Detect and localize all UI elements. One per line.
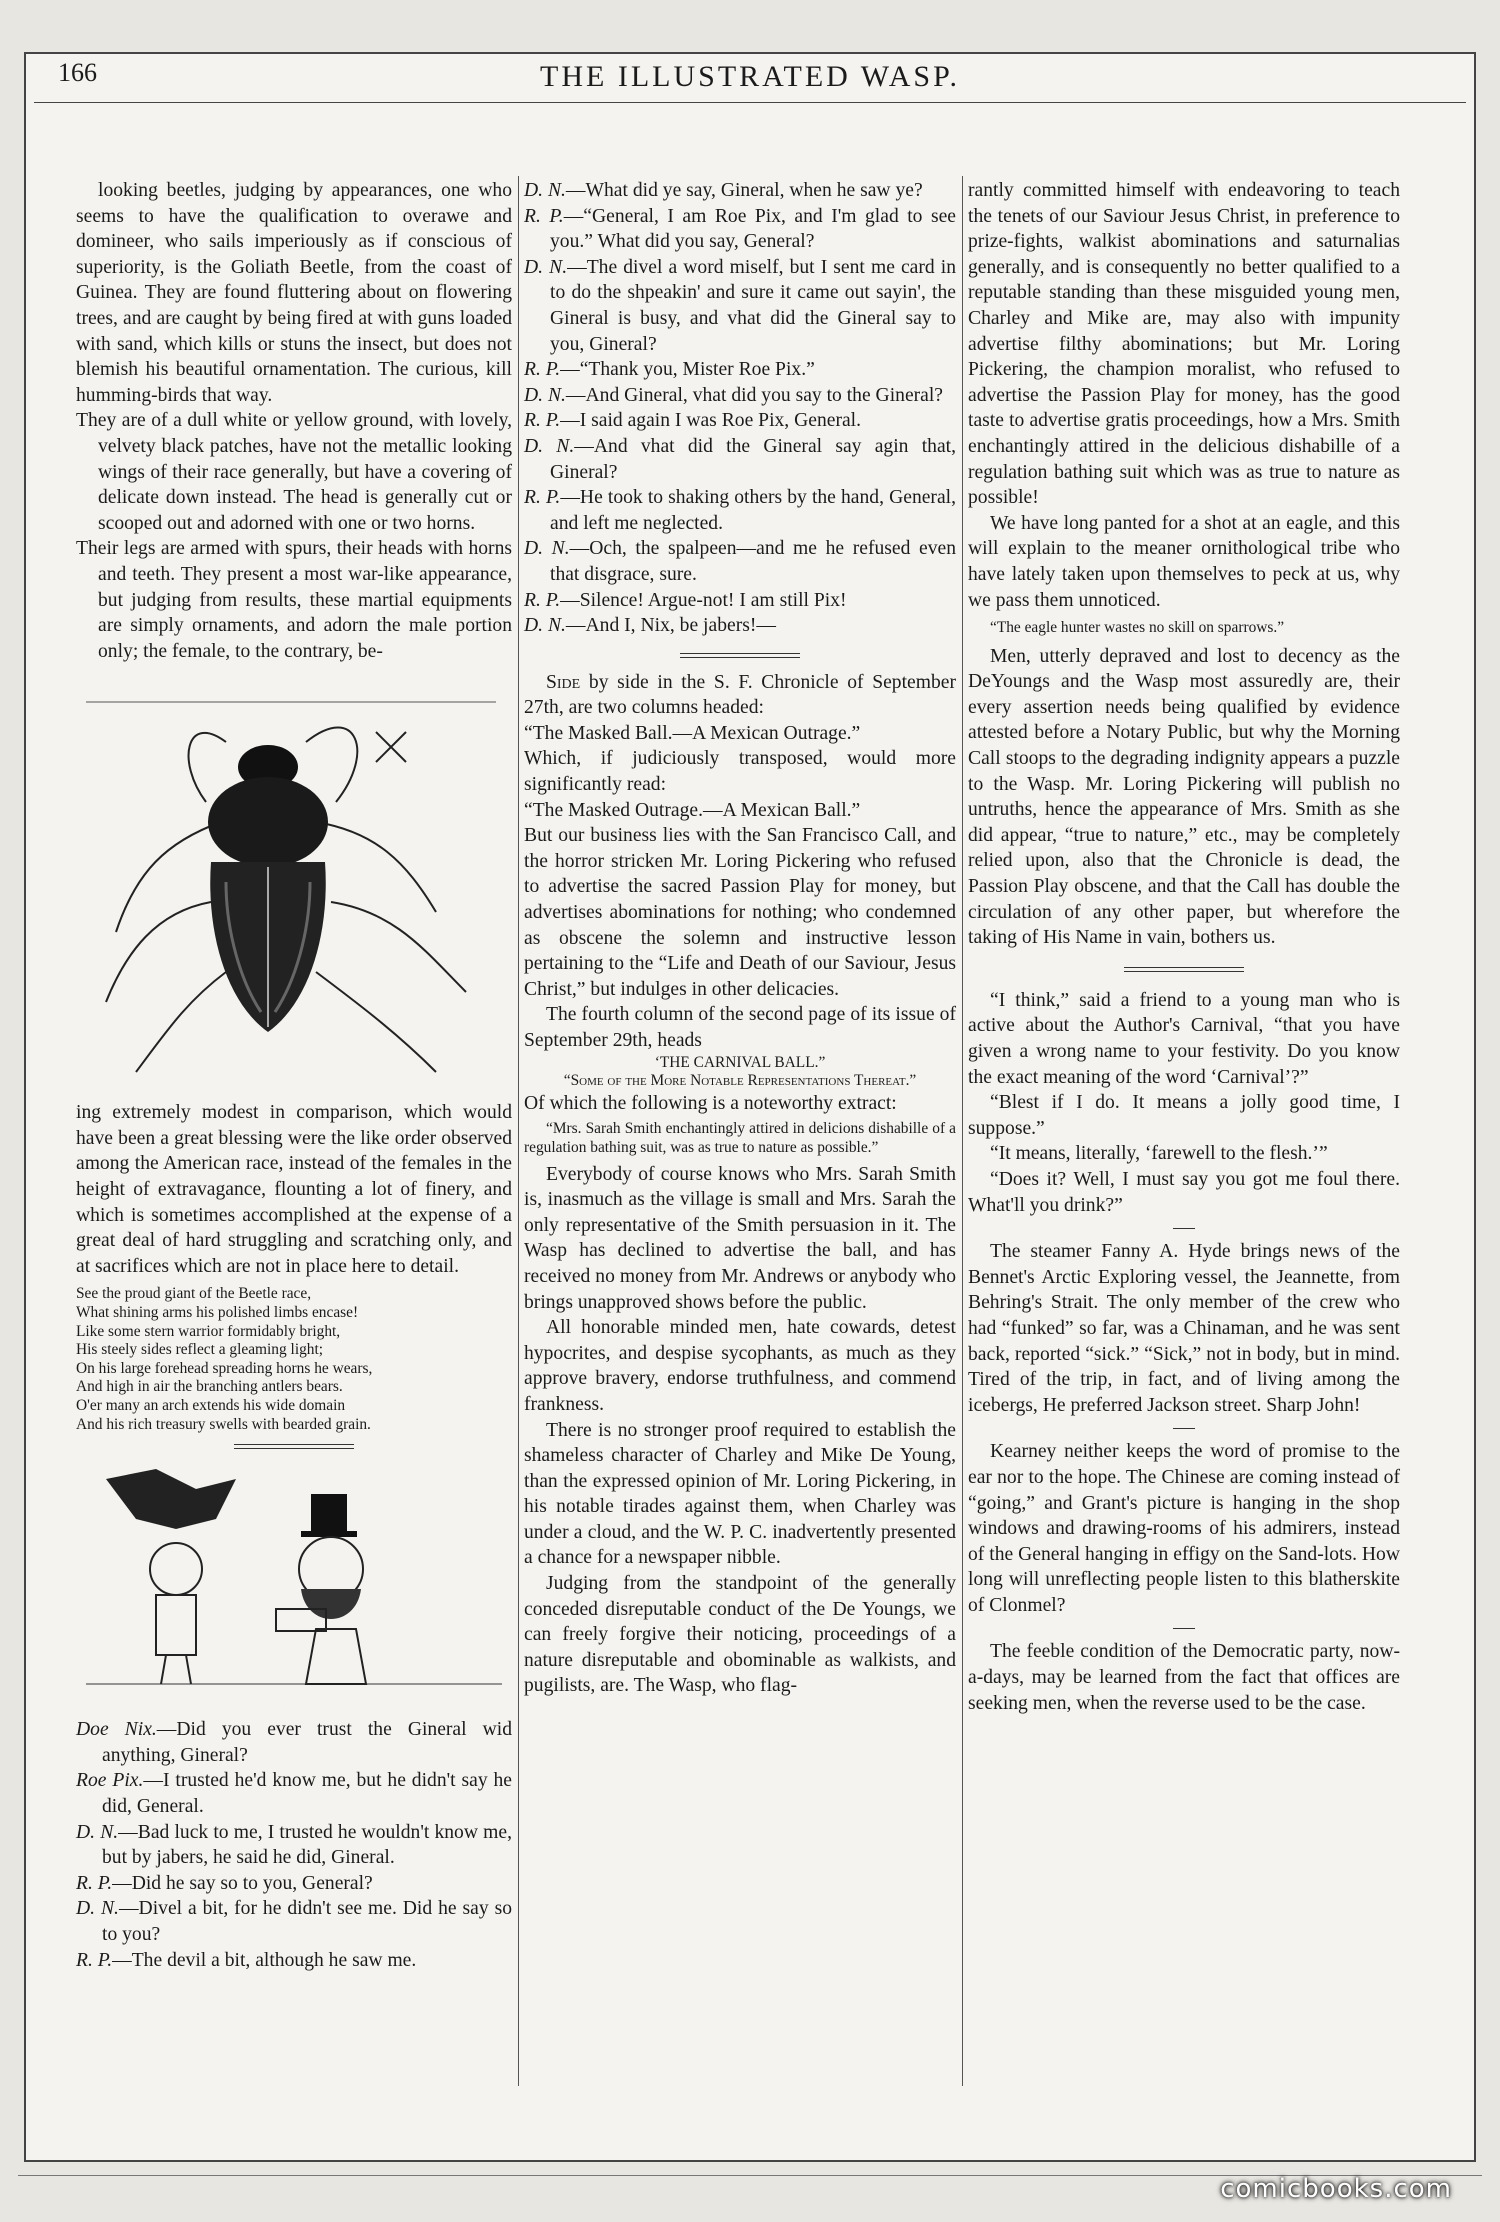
dialogue-line: D. N.—The divel a word miself, but I sent me card in to do the shpeakin' and sure it came out sayin', the Gineral is busy, and vhat did the Gineral say to you, Gineral? [524,256,957,355]
section-divider [680,653,800,658]
paragraph: ing extremely modest in comparison, which would have been a great blessing were the like order observed among the American race, instead of the females in the height of extravagance, flounting a lot of finery, and which is sometimes accomplished at the expense of a great deal of hard struggling and scratching only, and at sacrifices which are not in place here to detail. [76,1102,512,1277]
poem-line: See the proud giant of the Beetle race, [76,1285,312,1303]
paragraph: “Blest if I do. It means a jolly good time, I suppose.” [968,1092,1400,1139]
dialogue-line: D. N.—What did ye say, Gineral, when he saw ye? [524,180,923,201]
short-divider [1173,1628,1195,1629]
poem [76,1285,512,1434]
masthead-title: THE ILLUSTRATED WASP. [540,60,960,93]
short-divider [1173,1428,1195,1429]
paragraph: The fourth column of the second page of its issue of September 29th, heads [524,1004,956,1051]
paragraph: Their legs are armed with spurs, their heads with horns and teeth. They present a most war-like appearance, but judging from results, these martial equipments are simply ornaments, and adorn the male portion only; the female, to the contrary, be- [76,538,512,662]
dialogue-line: R. P.—I said again I was Roe Pix, General. [524,410,862,432]
paragraph: rantly committed himself with endeavoring to teach the tenets of our Saviour Jesus Christ, in preference to prize-fights, walkist abominations and saturnalias generally, and is consequently no better qualified to a reputable standing than these misguided young men, Charley and Mike are, may also with impunity advertise filthy abominations; but Mr. Loring Pickering, the champion moralist, who refused to advertise the Passion Play for money, has the good taste to advertise gratis proceedings, how a Mrs. Smith enchantingly attired in the delicious dishabille of a regulation bathing suit which was as true to nature as possible! [968,180,1400,509]
paragraph: There is no stronger proof required to establish the shameless character of Charley and Mike De Young, than the expressed opinion of Mr. Loring Pickering, in his notable tirades against them, when Charley was under a cloud, and the W. P. C. inadvertently presented a chance for a newspaper nibble. [524,1419,956,1569]
short-divider [1173,1228,1195,1229]
paragraph: looking beetles, judging by appearances, one who seems to have the qualification to overawe and domineer, who sails imperiously as if conscious of superiority, is the Goliath Beetle, from the coast of Guinea. They are found fluttering about on flowering trees, and are caught by being fired at with guns loaded with sand, which kills or stuns the insect, but does not blemish his beautiful ornamentation. The curious, kill humming-birds that way. [76,180,512,406]
dialogue-line: D. N.—And I, Nix, be jabers!— [524,615,776,637]
paragraph: Judging from the standpoint of the generally conceded disreputable conduct of the De Youngs, we can freely forgive their noticing, proceedings of a nature disreputable and obominable as walkists, and pugilists, are. The Wasp, who flag- [524,1573,956,1697]
dialogue [524,178,956,639]
paragraph: We have long panted for a shot at an eagle, and this will explain to the meaner ornithological tribe who have lately taken upon themselves to peck at us, why we pass them unnoticed. [968,512,1400,611]
caricature-illustration [76,1459,512,1709]
column-divider [962,176,963,2086]
dialogue-line: D. N.—And vhat did the Gineral say agin that, Gineral? [524,435,956,483]
poem-line: What shining arms his polished limbs encase! [76,1304,359,1322]
dialogue [76,1717,512,1973]
subheadline: “Some of the More Notable Representations Thereat.” [563,1072,917,1090]
quoted-headline: “The Masked Outrage.—A Mexican Ball.” [524,799,861,821]
dialogue-line: R. P.—“General, I am Roe Pix, and I'm glad to see you.” What did you say, General? [524,205,956,253]
column-divider [518,176,519,2086]
column-3 [968,178,1400,1716]
paragraph: The feeble condition of the Democratic party, now-a-days, may be learned from the fact that offices are seeking men, when the reverse used to be the case. [968,1641,1400,1714]
paragraph: But our business lies with the San Francisco Call, and the horror stricken Mr. Loring Pickering who refused to advertise the sacred Passion Play for money, but advertises abominations for nothing; who condemned as obscene the solemn and instructive lesson pertaining to the “Life and Death of our Saviour, Jesus Christ,” but indulges in other delicacies. [524,825,956,1000]
header-rule [34,102,1466,103]
paragraph: Men, utterly depraved and lost to decency as the DeYoungs and the Wasp most assuredly are, their every assertion needs being qualified by evidence attested before a Notary Public, but why the Morning Call stoops to the degrading indignity appears a puzzle to the Wasp. Mr. Loring Pickering will publish no untruths, hence the appearance of Mrs. Smith as she did appear, “true to nature,” etc., may be completely relied upon, also that the Chronicle is dead, the Passion Play obscene, and that the Call has double the circulation of any other paper, but wherefore the taking of His Name in vain, bothers us. [968,645,1400,949]
quoted-headline: “The Masked Ball.—A Mexican Outrage.” [524,722,861,744]
dialogue-line: R. P.—He took to shaking others by the hand, General, and left me neglected. [524,487,956,534]
paragraph: “Does it? Well, I must say you got me foul there. What'll you drink?” [968,1168,1400,1216]
paragraph: Which, if judiciously transposed, would more significantly read: [524,748,956,796]
dialogue-line: D. N.—Och, the spalpeen—and me he refused even that disgrace, sure. [524,538,956,585]
paragraph: They are of a dull white or yellow ground, with lovely, velvety black patches, have not the metallic looking wings of their race generally, but have a covering of delicate down instead. The head is generally cut or scooped out and adorned with one or two horns. [76,410,512,534]
goliath-beetle-illustration [76,672,512,1092]
paragraph: Of which the following is a noteworthy extract: [524,1092,897,1114]
poem-line: On his large forehead spreading horns he wears, [76,1359,373,1377]
dialogue-line: D. N.—And Gineral, vhat did you say to the Gineral? [524,384,944,406]
paragraph: “I think,” said a friend to a young man who is active about the Author's Carnival, “that you have given a wrong name to your festivity. Do you know the exact meaning of the word ‘Carnival’?” [968,989,1400,1088]
dialogue-line: D. N.—Bad luck to me, I trusted he wouldn't know me, but by jabers, he said he did, Gineral. [76,1821,512,1869]
paragraph: Side by side in the S. F. Chronicle of September 27th, are two columns headed: [524,671,956,719]
section-divider [234,1444,354,1449]
paragraph: Kearney neither keeps the word of promise to the ear nor to the hope. The Chinese are coming instead of “going,” and Grant's picture is hanging in the shop windows and drawing-rooms of his admirers, instead of the General hanging in effigy on the Sand-lots. How long will unreflecting people listen to this blatherskite of Clonmel? [968,1441,1400,1616]
column-2 [524,178,956,1699]
extract-quote: “Mrs. Sarah Smith enchantingly attired in delicions dishabille of a regulation bathing suit, was as true to nature as possible.” [524,1120,956,1156]
dialogue-line: R. P.—Silence! Argue-not! I am still Pix! [524,589,847,611]
headline: ‘THE CARNIVAL BALL.” [654,1053,826,1071]
dialogue-line: Doe Nix.—Did you ever trust the Gineral wid anything, Gineral? [76,1719,512,1766]
dialogue-line: R. P.—Did he say so to you, General? [76,1872,373,1894]
column-1 [76,178,512,1973]
dialogue-line: D. N.—Divel a bit, for he didn't see me. Did he say so to you? [76,1898,512,1945]
paragraph: “It means, literally, ‘farewell to the flesh.’” [990,1143,1328,1165]
poem-line: And high in air the branching antlers bears. [76,1378,343,1396]
section-divider [1124,967,1244,972]
poem-line: Like some stern warrior formidably bright, [76,1322,341,1340]
paragraph: Everybody of course knows who Mrs. Sarah Smith is, inasmuch as the village is small and Mrs. Sarah the only representative of the Smith persuasion in it. The Wasp has declined to advertise the ball, and has received no money from Mr. Andrews or anybody who brings unapproved shows before the public. [524,1163,956,1313]
poem-line: And his rich treasury swells with bearded grain. [76,1415,371,1433]
poem-line: His steely sides reflect a gleaming light; [76,1341,324,1359]
page-number: 166 [58,58,97,87]
poem-line: O'er many an arch extends his wide domain [76,1397,346,1414]
dialogue-line: R. P.—The devil a bit, although he saw me. [76,1949,417,1971]
dialogue-line: Roe Pix.—I trusted he'd know me, but he didn't say he did, General. [76,1770,512,1817]
quote: “The eagle hunter wastes no skill on sparrows.” [990,619,1285,637]
paragraph: The steamer Fanny A. Hyde brings news of the Bennet's Arctic Exploring vessel, the Jeannette, from Behring's Strait. The only member of the crew who had “funked” so far, was a Chinaman, and he was sent back, reported “sick.” “Sick,” not in body, but in mind. Tired of the trip, in fact, and of living among the icebergs, He preferred Jackson street. Sharp John! [968,1241,1400,1416]
dialogue-line: R. P.—“Thank you, Mister Roe Pix.” [524,359,815,381]
paragraph: All honorable minded men, hate cowards, detest hypocrites, and despise sycophants, as much as they approve bravery, endorse truthfulness, and commend frankness. [524,1317,956,1415]
watermark: comicbooks.com [1220,2174,1452,2204]
